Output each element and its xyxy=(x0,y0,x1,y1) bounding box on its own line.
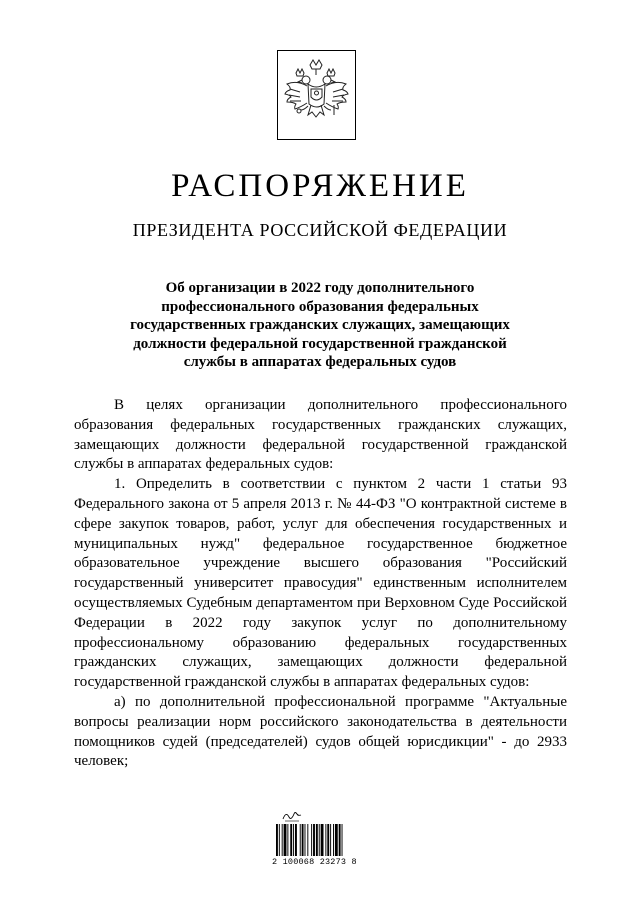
barcode-bar xyxy=(321,824,324,856)
barcode-bar xyxy=(276,824,278,856)
barcode-bar xyxy=(305,824,306,856)
barcode-bar xyxy=(284,824,287,856)
subject-line: должности федеральной государственной гражданской xyxy=(133,335,507,352)
document-subject xyxy=(90,279,550,372)
barcode-bar xyxy=(316,824,318,856)
barcode-bar xyxy=(319,824,320,856)
preamble-paragraph: В целях организации дополнительного профессионального образования федеральных государственных гражданских служащих, замещающих должности федеральной государственной гражданской службы в аппаратах федеральных судов: xyxy=(74,397,567,473)
barcode-bar xyxy=(325,824,326,856)
barcode-bar xyxy=(311,824,312,856)
barcode-bar xyxy=(313,824,315,856)
subject-line: службы в аппаратах федеральных судов xyxy=(183,354,457,370)
barcode-bar xyxy=(300,824,301,856)
barcode-bar xyxy=(302,824,304,856)
document-title: РАСПОРЯЖЕНИЕ xyxy=(171,168,469,204)
barcode-bar xyxy=(339,824,341,856)
barcode-icon xyxy=(276,824,366,856)
barcode-bar xyxy=(335,824,338,856)
barcode-bar xyxy=(279,824,280,856)
subject-line: государственных гражданских служащих, замещающих xyxy=(130,317,510,333)
barcode-bar xyxy=(333,824,334,856)
russian-coat-of-arms-icon xyxy=(278,51,355,139)
barcode-bar xyxy=(327,824,329,856)
barcode-bar xyxy=(295,824,297,856)
subject-line: профессионального образования федеральных xyxy=(161,298,479,315)
item-1a-paragraph: а) по дополнительной профессиональной программе "Актуальные вопросы реализации норм российского законодательства в деятельности помощников судей (председателей) судов общей юрисдикции" - до 2933 человек; xyxy=(74,693,567,770)
barcode-bar xyxy=(293,824,294,856)
barcode-bar xyxy=(290,824,292,856)
document-body xyxy=(74,396,567,772)
barcode-bar xyxy=(330,824,331,856)
barcode-bar xyxy=(282,824,283,856)
barcode-bar xyxy=(342,824,343,856)
barcode-number: 2 100068 23273 8 xyxy=(272,857,357,867)
barcode-bar xyxy=(287,824,288,856)
barcode-bar xyxy=(307,824,308,856)
item-1-paragraph: 1. Определить в соответствии с пунктом 2 части 1 статьи 93 Федерального закона от 5 апреля 2013 г. № 44-ФЗ "О контрактной системе в сфере закупок товаров, работ, услуг для обеспечения государственных и муниципальных нужд" федеральное государственное бюджетное образовательное учреждение высшего образования "Российский государственный университет правосудия" единственным исполнителем осуществляемых Судебным департаментом при Верховном Суде Российской Федерации в 2022 году закупок услуг по дополнительному профессиональному образованию федеральных государственных гражданских служащих, замещающих должности федеральной государственной гражданской службы в аппаратах федеральных судов: xyxy=(74,476,567,691)
emblem-frame xyxy=(277,50,356,140)
subject-line: Об организации в 2022 году дополнительного xyxy=(165,280,475,296)
document-issuer: ПРЕЗИДЕНТА РОССИЙСКОЙ ФЕДЕРАЦИИ xyxy=(132,220,508,240)
signature-mark-icon xyxy=(282,810,302,822)
